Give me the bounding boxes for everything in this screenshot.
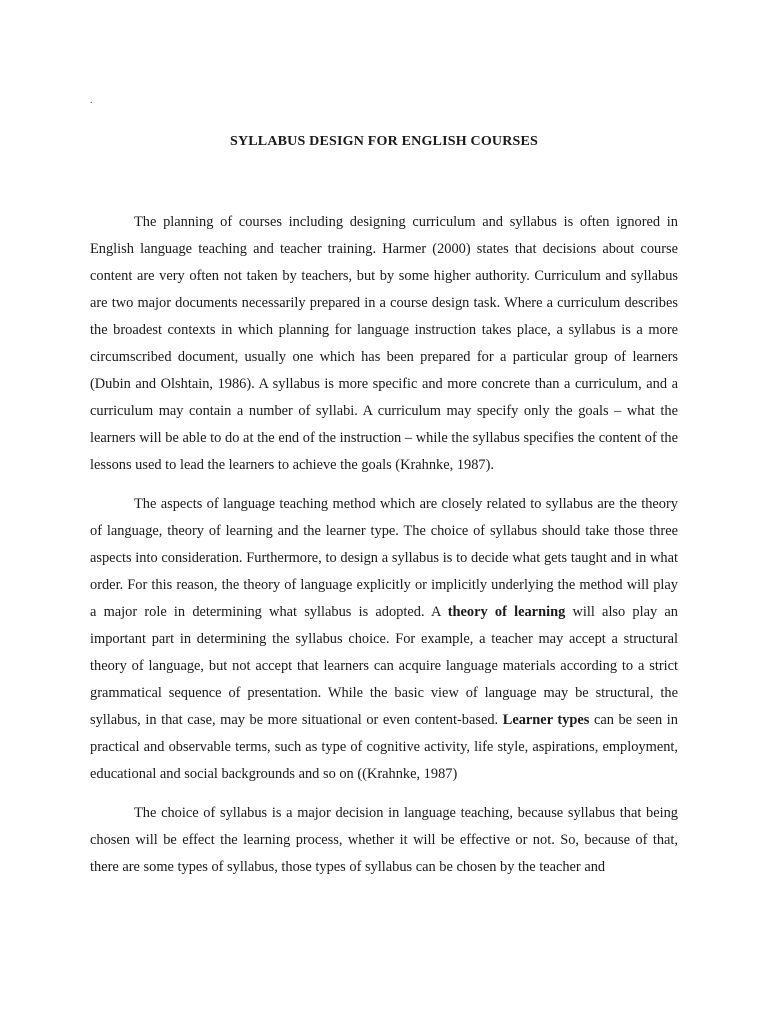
paragraph-1: The planning of courses including designing curriculum and syllabus is often ignored in English language teaching and teacher training. Harmer (2000) states that decisions about course content are very often not taken by teachers, but by some higher authority. Curriculum and syllabus are two major documents necessarily prepared in a course design task. Where a curriculum describes the broadest contexts in which planning for language instruction takes place, a syllabus is a more circumscribed document, usually one which has been prepared for a particular group of learners (Dubin and Olshtain, 1986). A syllabus is more specific and more concrete than a curriculum, and a curriculum may contain a number of syllabi. A curriculum may specify only the goals – what the learners will be able to do at the end of the instruction – while the syllabus specifies the content of the lessons used to lead the learners to achieve the goals (Krahnke, 1987). <box>90 214 678 473</box>
paragraph-2-text-b: will also play an important part in determining the syllabus choice. For example, a teacher may accept a structural theory of language, but not accept that learners can acquire language materials according to a strict grammatical sequence of presentation. While the basic view of language may be structural, the syllabus, in that case, may be more situational or even content-based. <box>90 604 678 728</box>
document-title: SYLLABUS DESIGN FOR ENGLISH COURSES <box>229 134 539 149</box>
bold-term-learner-types: Learner types <box>502 712 590 728</box>
document-body <box>90 209 678 893</box>
paragraph-3: The choice of syllabus is a major decision in language teaching, because syllabus that being chosen will be effect the learning process, whether it will be effective or not. So, because of that, there are some types of syllabus, those types of syllabus can be chosen by the teacher and <box>90 805 678 875</box>
bold-term-theory-of-learning: theory of learning <box>447 604 566 620</box>
paragraph-2-text-c: can be seen in practical and observable terms, such as type of cognitive activity, life style, aspirations, employment, educational and social backgrounds and so on ((Krahnke, 1987) <box>90 712 678 782</box>
paragraph-2-text-a: The aspects of language teaching method which are closely related to syllabus are the theory of language, theory of learning and the learner type. The choice of syllabus should take those three aspects into consideration. Furthermore, to design a syllabus is to decide what gets taught and in what order. For this reason, the theory of language explicitly or implicitly underlying the method will play a major role in determining what syllabus is adopted. A <box>90 496 678 620</box>
corner-mark: . <box>90 95 93 106</box>
paragraph-2 <box>90 491 678 788</box>
